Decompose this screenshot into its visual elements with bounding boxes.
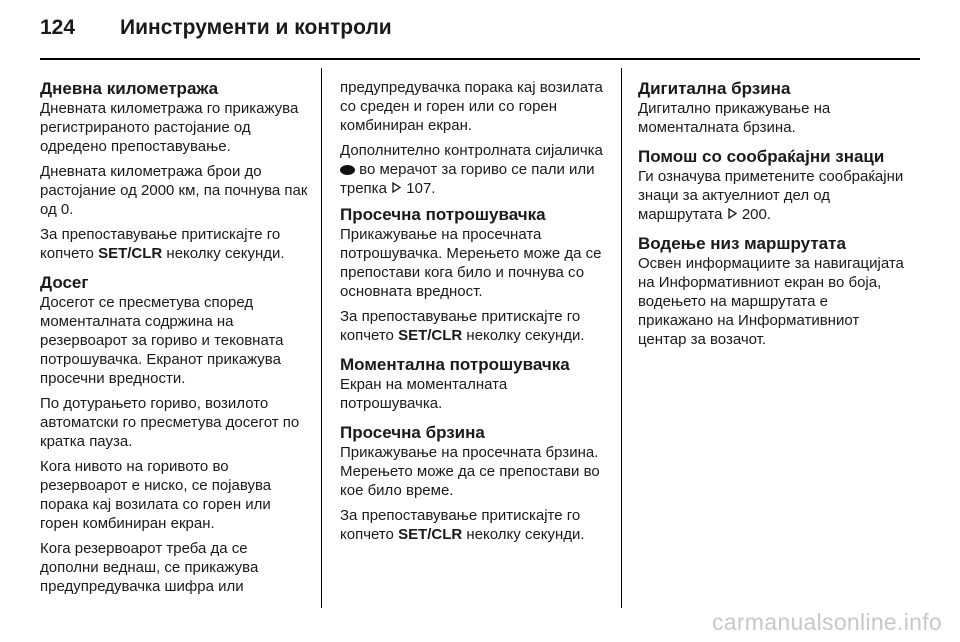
button-name: SET/CLR <box>98 245 163 262</box>
paragraph: Досегот се пресметува според моменталната содржина на резервоарот за гориво и тековната потрошувачка. Екранот прикажува просечни вредности. <box>40 294 284 387</box>
watermark: carmanualsonline.info <box>711 609 942 635</box>
paragraph <box>340 141 608 198</box>
text: За препоставување притискајте го копчето <box>40 226 281 262</box>
paragraph <box>340 307 608 345</box>
text: За препоставување притискајте го копчето <box>340 308 581 344</box>
column-divider <box>621 68 622 608</box>
section-title: Просечна потрошувачка <box>340 205 546 224</box>
text: За препоставување притискајте го копчето <box>340 507 581 543</box>
paragraph: Освен информациите за навигацијата на Информативниот екран во боја, водењето на маршрутата е прикажано на Информативниот центар за возачот. <box>638 255 904 348</box>
paragraph <box>340 506 608 544</box>
page-title: Иинструменти и контроли <box>120 16 392 39</box>
paragraph: Дневната километража го прикажува регистрираното растојание од одредено препоставување. <box>40 100 299 155</box>
section-title: Просечна брзина <box>340 423 485 442</box>
paragraph: Кога резервоарот треба да се дополни веднаш, се прикажува предупредувачка шифра или <box>40 540 259 595</box>
text: во мерачот за гориво се пали или трепка <box>340 161 595 197</box>
column-divider <box>321 68 322 608</box>
section-route-guidance <box>638 233 906 349</box>
paragraph <box>40 225 308 263</box>
page-reference[interactable]: 200. <box>741 206 772 223</box>
column-3 <box>638 78 906 358</box>
section-traffic-sign-assist <box>638 146 906 224</box>
right-triangle-arrow-icon <box>728 205 737 224</box>
paragraph: Дневната километража брои до растојание од 2000 км, па почнува пак од 0. <box>40 163 308 218</box>
section-title: Моментална потрошувачка <box>340 355 570 374</box>
page-number: 124 <box>40 16 76 39</box>
section-title: Досег <box>40 273 89 292</box>
paragraph <box>638 167 906 224</box>
page-reference[interactable]: 107. <box>406 180 436 197</box>
paragraph: По дотурањето гориво, возилото автоматски го пресметува досегот по кратка пауза. <box>40 395 300 450</box>
section-trip-odometer <box>40 78 308 263</box>
column-2 <box>340 78 608 553</box>
text: неколку секунди. <box>162 245 285 262</box>
text: Ги означува приметените сообраќајни знаци за актуелниот дел од маршрутата <box>638 168 904 223</box>
button-name: SET/CLR <box>398 327 463 344</box>
text: неколку секунди. <box>462 327 585 344</box>
paragraph: Екран на моменталната потрошувачка. <box>340 376 508 412</box>
section-digital-speed <box>638 78 906 137</box>
right-triangle-arrow-icon <box>392 179 401 198</box>
section-average-consumption <box>340 204 608 345</box>
fuel-warning-lamp-icon <box>340 165 355 175</box>
text: Дополнително контролната сијаличка <box>340 142 603 159</box>
section-range <box>40 272 308 596</box>
section-title: Помош со сообраќајни знаци <box>638 147 885 166</box>
header-rule <box>40 58 920 60</box>
section-title: Водење низ маршрутата <box>638 234 846 253</box>
paragraph: Дигитално прикажување на моменталната брзина. <box>638 100 831 136</box>
section-instant-consumption <box>340 354 608 413</box>
paragraph: Кога нивото на горивото во резервоарот е ниско, се појавува порака кај возилата со горен или горен комбиниран екран. <box>40 458 272 532</box>
paragraph: предупредувачка порака кај возилата со среден и горен или со горен комбиниран екран. <box>340 79 603 134</box>
section-title: Дигитална брзина <box>638 79 791 98</box>
section-title: Дневна километража <box>40 79 219 98</box>
page-header <box>40 16 392 40</box>
text: неколку секунди. <box>462 526 585 543</box>
column-1 <box>40 78 308 605</box>
paragraph: Прикажување на просечната брзина. Мерењето може да се препостави во кое било време. <box>340 444 600 499</box>
button-name: SET/CLR <box>398 526 463 543</box>
section-average-speed <box>340 422 608 544</box>
paragraph: Прикажување на просечната потрошувачка. Мерењето може да се препостави кога било и почнува со основната вредност. <box>340 226 602 300</box>
